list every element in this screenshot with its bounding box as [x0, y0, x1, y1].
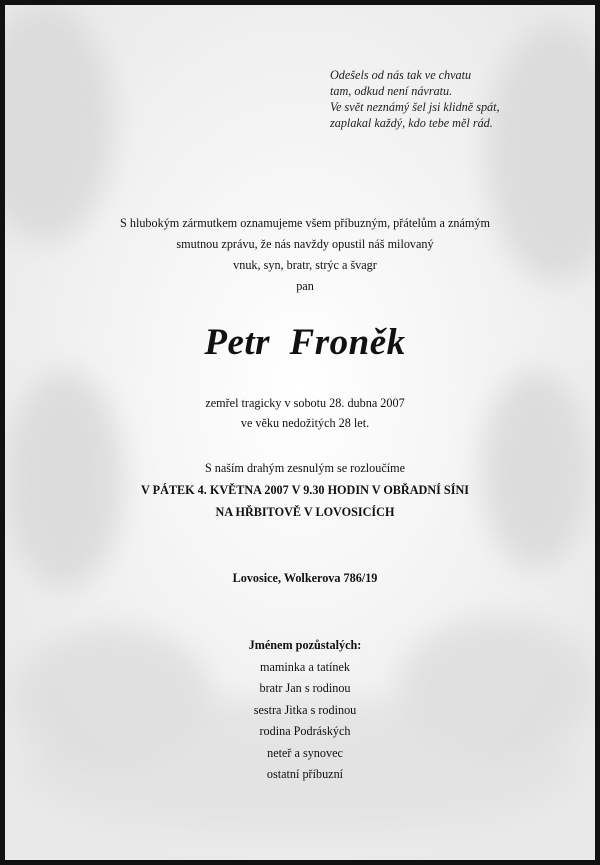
poem-line: tam, odkud není návratu. [330, 84, 453, 98]
death-line: zemřel tragicky v sobotu 28. dubna 2007 [205, 396, 405, 410]
mourner-item: bratr Jan s rodinou [259, 681, 351, 695]
intro-line: pan [296, 279, 314, 293]
mourner-item: sestra Jitka s rodinou [253, 702, 357, 717]
poem-line: Odešels od nás tak ve chvatu [330, 68, 472, 82]
deceased-name: Petr Froněk [204, 322, 406, 363]
ceremony-time-place: V PÁTEK 4. KVĚTNA 2007 V 9.30 HODIN V OBŘADNÍ SÍNI [141, 483, 469, 497]
death-notice [5, 393, 600, 433]
intro-line: vnuk, syn, bratr, strýc a švagr [233, 258, 377, 272]
family-address: Lovosice, Wolkerova 786/19 [232, 571, 378, 585]
ceremony-location: NA HŘBITOVĚ V LOVOSICÍCH [215, 505, 395, 519]
mourner-item: ostatní příbuzní [266, 767, 344, 781]
mourner-item: maminka a tatínek [259, 659, 351, 674]
poem-line: Ve svět neznámý šel jsi klidně spát, [330, 100, 500, 114]
farewell-line: S naším drahým zesnulým se rozloučíme [204, 461, 406, 475]
farewell-ceremony [5, 457, 600, 523]
announcement-intro [5, 213, 600, 297]
mourners-heading: Jménem pozůstalých: [248, 638, 362, 652]
intro-line: S hlubokým zármutkem oznamujeme všem příbuzným, přátelům a známým [120, 216, 490, 230]
mourners-list [5, 635, 600, 786]
intro-line: smutnou zprávu, že nás navždy opustil náš milovaný [176, 237, 434, 251]
mourner-item: rodina Podráských [259, 724, 351, 738]
mourner-item: neteř a synovec [267, 745, 343, 760]
death-line: ve věku nedožitých 28 let. [240, 416, 370, 430]
memorial-poem [330, 67, 570, 131]
poem-line: zaplakal každý, kdo tebe měl rád. [330, 116, 493, 130]
